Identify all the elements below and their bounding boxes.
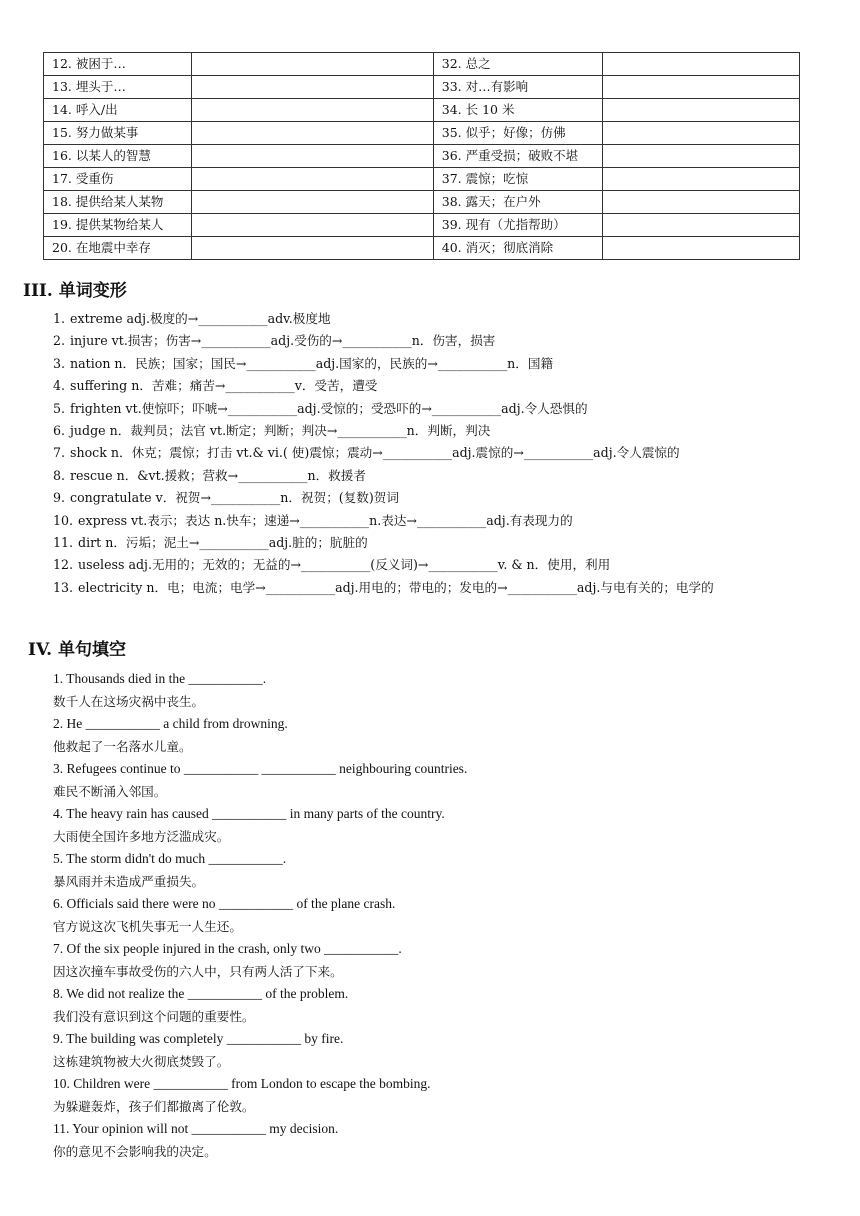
phrase-cell: 40. 消灭；彻底消除 xyxy=(433,237,602,260)
answer-cell[interactable] xyxy=(602,122,799,145)
item-number: 9. xyxy=(53,490,66,506)
sentence-chinese: 你的意见不会影响我的决定。 xyxy=(53,1143,217,1159)
phrase-cell: 33. 对…有影响 xyxy=(433,76,602,99)
item-number: 7. xyxy=(53,445,66,461)
answer-cell[interactable] xyxy=(602,76,799,99)
sentence-chinese: 他救起了一名落水儿童。 xyxy=(53,738,192,754)
answer-cell[interactable] xyxy=(192,214,433,237)
sentence-english[interactable]: 5. The storm didn't do much ___________. xyxy=(53,851,287,866)
item-text[interactable]: suffering n．苦难；痛苦→___________v．受苦，遭受 xyxy=(70,378,378,394)
sentence-english[interactable]: 3. Refugees continue to ___________ ___________ neighbouring countries. xyxy=(53,761,468,776)
sentence-chinese: 为躲避轰炸，孩子们都撤离了伦敦。 xyxy=(53,1098,255,1114)
item-number: 8. xyxy=(53,467,66,483)
table-row xyxy=(44,191,800,214)
item-number: 2. xyxy=(53,333,66,349)
table-row xyxy=(44,214,800,237)
list-item xyxy=(53,554,828,576)
answer-cell[interactable] xyxy=(602,99,799,122)
phrase-cell: 32. 总之 xyxy=(433,53,602,76)
list-item xyxy=(53,465,828,487)
list-item xyxy=(53,308,828,330)
item-text[interactable]: nation n．民族；国家；国民→___________adj.国家的，民族的→___________n．国籍 xyxy=(70,355,554,371)
answer-cell[interactable] xyxy=(602,145,799,168)
phrase-table xyxy=(43,52,800,260)
phrase-cell: 12. 被困于… xyxy=(44,53,192,76)
item-text[interactable]: dirt n．污垢；泥土→___________adj.脏的；肮脏的 xyxy=(78,535,368,551)
answer-cell[interactable] xyxy=(192,76,433,99)
phrase-cell: 15. 努力做某事 xyxy=(44,122,192,145)
table-row xyxy=(44,145,800,168)
item-text[interactable]: injure vt.损害；伤害→___________adj.受伤的→___________n．伤害，损害 xyxy=(70,333,496,349)
sentence-chinese: 难民不断涌入邻国。 xyxy=(53,783,167,799)
item-number: 4. xyxy=(53,378,66,394)
list-item xyxy=(53,330,828,352)
phrase-cell: 39. 现有（尤指帮助） xyxy=(433,214,602,237)
sentence-english[interactable]: 2. He ___________ a child from drowning. xyxy=(53,716,288,731)
item-text[interactable]: useless adj.无用的；无效的；无益的→___________(反义词)→___________v. & n．使用，利用 xyxy=(78,557,611,573)
table-row xyxy=(44,168,800,191)
item-text[interactable]: electricity n．电；电流；电学→___________adj.用电的；带电的；发电的→___________adj.与电有关的；电学的 xyxy=(78,579,714,595)
list-item xyxy=(53,375,828,397)
list-item xyxy=(53,577,828,599)
answer-cell[interactable] xyxy=(192,145,433,168)
sentence-chinese: 数千人在这场灾祸中丧生。 xyxy=(53,693,205,709)
item-text[interactable]: extreme adj.极度的→___________adv.极度地 xyxy=(70,311,331,326)
item-number: 6. xyxy=(53,423,66,439)
phrase-cell: 17. 受重伤 xyxy=(44,168,192,191)
phrase-cell: 36. 严重受损；破败不堪 xyxy=(433,145,602,168)
table-row xyxy=(44,237,800,260)
item-text[interactable]: congratulate v．祝贺→___________n．祝贺；(复数)贺词 xyxy=(70,490,399,506)
answer-cell[interactable] xyxy=(602,214,799,237)
answer-cell[interactable] xyxy=(192,53,433,76)
phrase-cell: 16. 以某人的智慧 xyxy=(44,145,192,168)
table-row xyxy=(44,122,800,145)
list-item xyxy=(53,442,828,464)
sentence-english[interactable]: 9. The building was completely ___________ by fire. xyxy=(53,1031,344,1046)
phrase-cell: 14. 呼入/出 xyxy=(44,99,192,122)
sentence-chinese: 我们没有意识到这个问题的重要性。 xyxy=(53,1008,255,1024)
answer-cell[interactable] xyxy=(192,237,433,260)
section-title-sentence-fill: IV. 单句填空 xyxy=(28,640,127,660)
table-row xyxy=(44,76,800,99)
item-text[interactable]: judge n．裁判员；法官 vt.断定；判断；判决→___________n．判断，判决 xyxy=(70,423,491,439)
sentence-chinese: 官方说这次飞机失事无一人生还。 xyxy=(53,918,242,934)
item-text[interactable]: shock n．休克；震惊；打击 vt.& vi.( 使)震惊；震动→___________adj.震惊的→___________adj.令人震惊的 xyxy=(70,445,680,461)
phrase-cell: 38. 露天；在户外 xyxy=(433,191,602,214)
section-title-word-forms: III. 单词变形 xyxy=(23,281,127,301)
item-text[interactable]: rescue n．&vt.援救；营救→___________n．救援者 xyxy=(70,467,366,483)
table-row xyxy=(44,53,800,76)
answer-cell[interactable] xyxy=(192,191,433,214)
item-number: 3. xyxy=(53,355,66,371)
answer-cell[interactable] xyxy=(192,122,433,145)
sentence-english[interactable]: 8. We did not realize the ___________ of the problem. xyxy=(53,986,349,1001)
sentence-english[interactable]: 4. The heavy rain has caused ___________ in many parts of the country. xyxy=(53,806,445,821)
phrase-cell: 35. 似乎；好像；仿佛 xyxy=(433,122,602,145)
list-item xyxy=(53,487,828,509)
answer-cell[interactable] xyxy=(192,168,433,191)
phrase-cell: 19. 提供某物给某人 xyxy=(44,214,192,237)
item-number: 1. xyxy=(53,311,66,326)
sentence-english[interactable]: 7. Of the six people injured in the crash, only two ___________. xyxy=(53,941,402,956)
list-item xyxy=(53,420,828,442)
phrase-cell: 37. 震惊；吃惊 xyxy=(433,168,602,191)
sentence-english[interactable]: 10. Children were ___________ from London to escape the bombing. xyxy=(53,1076,431,1091)
phrase-cell: 13. 埋头于… xyxy=(44,76,192,99)
list-item xyxy=(53,532,828,554)
sentence-fill-list xyxy=(53,668,828,1163)
sentence-chinese: 大雨使全国许多地方泛滥成灾。 xyxy=(53,828,230,844)
answer-cell[interactable] xyxy=(602,168,799,191)
answer-cell[interactable] xyxy=(192,99,433,122)
word-forms-list xyxy=(53,308,828,599)
sentence-chinese: 暴风雨并未造成严重损失。 xyxy=(53,873,205,889)
item-text[interactable]: express vt.表示；表达 n.快车；速递→___________n.表达→___________adj.有表现力的 xyxy=(78,512,573,528)
list-item xyxy=(53,398,828,420)
list-item xyxy=(53,353,828,375)
phrase-cell: 34. 长 10 米 xyxy=(433,99,602,122)
sentence-english[interactable]: 6. Officials said there were no ___________ of the plane crash. xyxy=(53,896,396,911)
item-number: 5. xyxy=(53,400,66,416)
answer-cell[interactable] xyxy=(602,191,799,214)
sentence-english[interactable]: 11. Your opinion will not ___________ my decision. xyxy=(53,1121,339,1136)
item-number: 10. xyxy=(53,512,74,528)
sentence-chinese: 因这次撞车事故受伤的六人中，只有两人活了下来。 xyxy=(53,963,343,979)
item-number: 12. xyxy=(53,557,74,573)
table-row xyxy=(44,99,800,122)
sentence-english[interactable]: 1. Thousands died in the ___________. xyxy=(53,671,267,686)
list-item xyxy=(53,510,828,532)
answer-cell[interactable] xyxy=(602,53,799,76)
item-number: 11. xyxy=(53,535,74,551)
phrase-cell: 18. 提供给某人某物 xyxy=(44,191,192,214)
answer-cell[interactable] xyxy=(602,237,799,260)
item-text[interactable]: frighten vt.使惊吓；吓唬→___________adj.受惊的；受恐吓的→___________adj.令人恐惧的 xyxy=(70,400,588,416)
sentence-chinese: 这栋建筑物被大火彻底焚毁了。 xyxy=(53,1053,230,1069)
item-number: 13. xyxy=(53,579,74,595)
phrase-cell: 20. 在地震中幸存 xyxy=(44,237,192,260)
